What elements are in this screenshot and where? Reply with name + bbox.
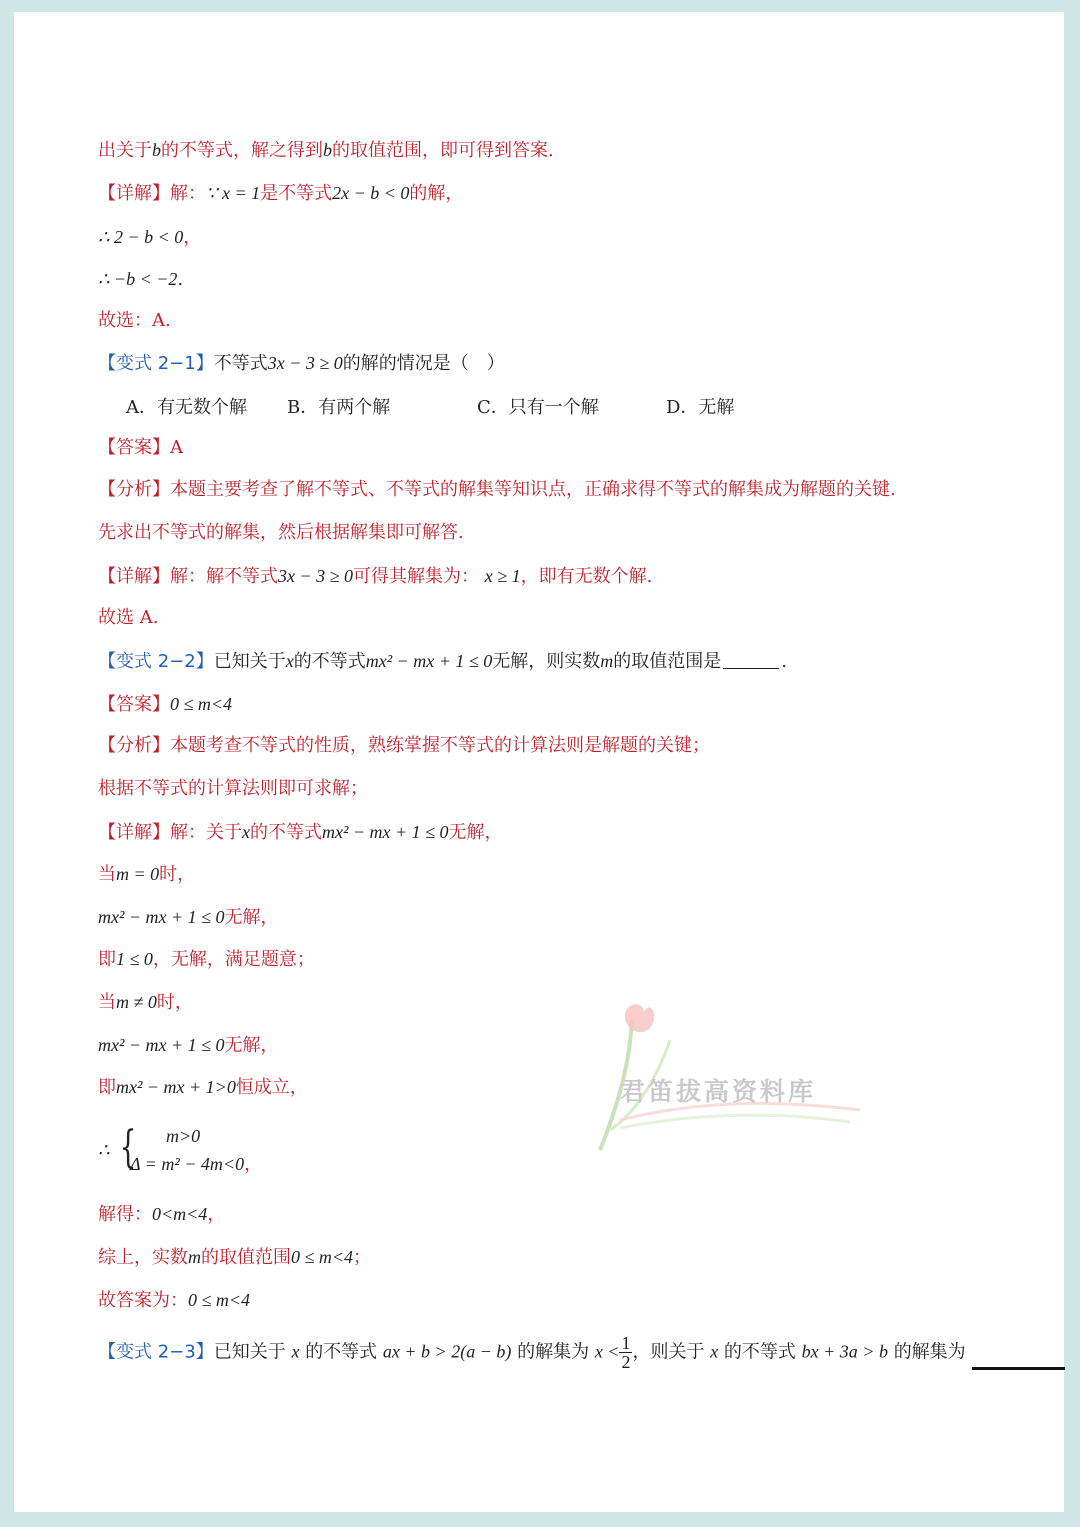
option-a: A．有无数个解 — [126, 397, 247, 418]
system-row-2: Δ = m² − 4m<0， — [130, 1154, 263, 1175]
case-line: 当m ≠ 0时， — [98, 992, 193, 1013]
final-answer-line: 故答案为：0 ≤ m<4 — [98, 1290, 251, 1311]
therefore-symbol: ∴ — [98, 1140, 110, 1160]
analysis-line: 先求出不等式的解集，然后根据解集即可解答. — [98, 522, 464, 543]
detail-line: 【详解】解：解不等式3x − 3 ≥ 0可得其解集为： x ≥ 1，即有无数个解. — [98, 566, 653, 587]
case-line: mx² − mx + 1 ≤ 0无解， — [98, 907, 279, 928]
answer-line: 【答案】0 ≤ m<4 — [98, 694, 233, 715]
option-d: D．无解 — [666, 397, 735, 418]
analysis-line: 【分析】本题考查不等式的性质，熟练掌握不等式的计算法则是解题的关键； — [98, 735, 710, 756]
question-2-1: 【变式 2−1】不等式3x − 3 ≥ 0的解的情况是（ ） — [98, 353, 505, 374]
option-b: B．有两个解 — [287, 397, 391, 418]
detail-line: 【详解】解：∵ x = 1是不等式2x − b < 0的解， — [98, 183, 464, 204]
case-line: mx² − mx + 1 ≤ 0无解， — [98, 1035, 279, 1056]
analysis-line: 【分析】本题主要考查了解不等式、不等式的解集等知识点，正确求得不等式的解集成为解题的关键. — [98, 479, 896, 500]
solve-line: 解得：0<m<4， — [98, 1204, 226, 1225]
detail-line: 【详解】解：关于x的不等式mx² − mx + 1 ≤ 0无解， — [98, 822, 503, 843]
answer-blank — [972, 1367, 1065, 1370]
system-brace: { — [119, 1122, 137, 1173]
choice-line: 故选：A. — [98, 310, 171, 331]
question-2-3: 【变式 2−3】已知关于 x 的不等式 ax + b > 2(a − b) 的解集为 x < $\frac{1}{2}$ ，则关于 x 的不等式 bx + 3a > b 的解集为 — [98, 1333, 966, 1372]
case-line: 即mx² − mx + 1>0恒成立， — [98, 1077, 308, 1098]
case-line: 即1 ≤ 0，无解，满足题意； — [98, 949, 315, 970]
step-line: ∴ −b < −2. — [98, 269, 184, 290]
watermark-text: 君笛拔高资料库 — [620, 1077, 817, 1106]
analysis-line: 根据不等式的计算法则即可求解； — [98, 778, 368, 799]
system-row-1: m>0 — [166, 1126, 201, 1146]
question-2-2: 【变式 2−2】已知关于x的不等式mx² − mx + 1 ≤ 0无解，则实数m的取值范围是 . — [98, 651, 787, 672]
summary-line: 综上，实数m的取值范围0 ≤ m<4； — [98, 1247, 372, 1268]
fraction-one-half: $\frac{1}{2}$ — [621, 1333, 631, 1372]
answer-line: 【答案】A — [98, 437, 183, 458]
option-c: C．只有一个解 — [477, 397, 599, 418]
choice-line: 故选 A. — [98, 607, 159, 628]
step-line: ∴ 2 − b < 0， — [98, 227, 202, 248]
watermark-logo — [580, 1000, 870, 1160]
analysis-continuation: 出关于b的不等式，解之得到b的取值范围，即可得到答案. — [98, 140, 554, 161]
answer-blank — [723, 668, 779, 669]
case-line: 当m = 0时， — [98, 864, 196, 885]
